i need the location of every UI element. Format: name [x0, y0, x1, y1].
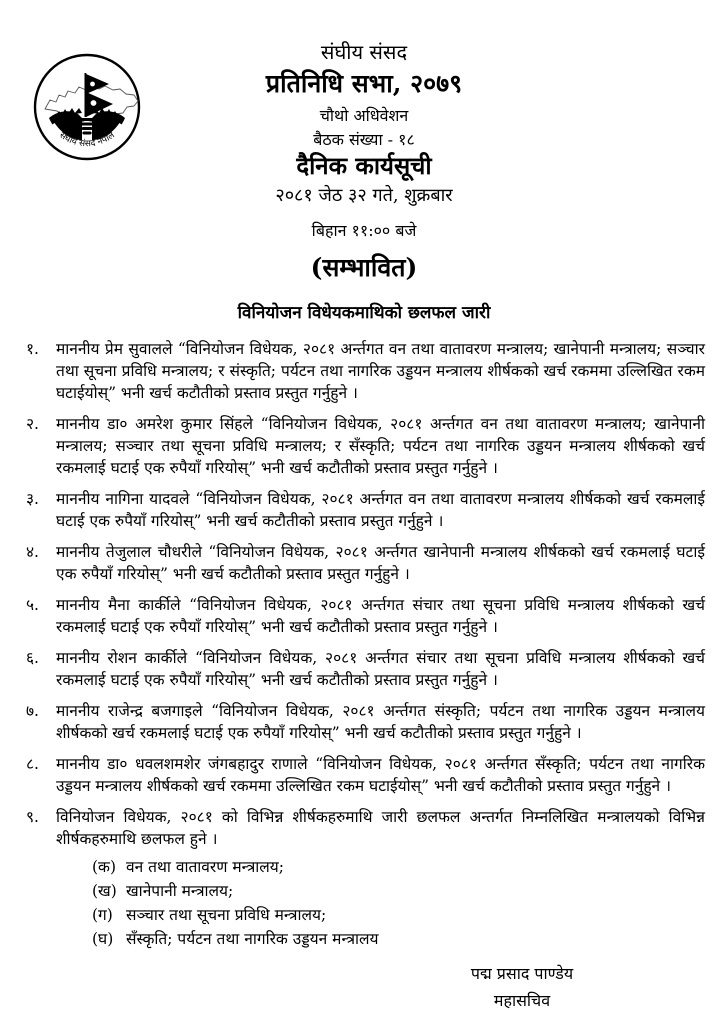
sub-item-label: (क) — [92, 858, 116, 876]
item-number: ८. — [26, 755, 39, 773]
session-line: चौथो अधिवेशन — [319, 106, 409, 125]
section-heading: विनियोजन विधेयकमाथिको छलफल जारी — [237, 303, 491, 323]
item-number: ९. — [26, 808, 39, 826]
item-text: माननीय प्रेम सुवालले “विनियोजन विधेयक, २०८१ अर्न्तगत वन तथा वातावरण मन्त्रालय; खानेपानी मन्त्रालय; सञ्चार तथा सूचना प्रविधि मन्त्रालय; र संस्कृति; पर्यटन तथा नागरिक उड्डयन मन्त्रालय शीर्षकको खर्च रकममा उल्लिखित रकम घटाईयोस्” भनी खर्च कटौतीको प्रस्ताव प्रस्तुत गर्नुहुने । — [56, 340, 705, 402]
item-text: माननीय नागिना यादवले “विनियोजन विधेयक, २०८१ अर्न्तगत वन तथा वातावरण मन्त्रालय शीर्षकको खर्च रकमलाई घटाई एक रुपैयाँ गरियोस्” भनी खर्च कटौतीको प्रस्ताव प्रस्तुत गर्नुहुने । — [56, 490, 705, 530]
agenda-item-6 — [26, 647, 705, 691]
item-number: ७. — [26, 702, 39, 720]
item-number: २. — [26, 415, 39, 433]
item-number: ५. — [26, 596, 39, 614]
item-text: माननीय रोशन कार्कीले “विनियोजन विधेयक, २०८१ अर्न्तगत संचार तथा सूचना प्रविधि मन्त्रालय शीर्षकको खर्च रकमलाई घटाई एक रुपैयाँ गरियोस्” भनी खर्च कटौतीको प्रस्ताव प्रस्तुत गर्नुहुने । — [56, 649, 705, 689]
agenda-item-3 — [26, 488, 705, 532]
agenda-list — [26, 338, 705, 951]
signature-block — [402, 960, 642, 1010]
sub-item-text: सञ्चार तथा सूचना प्रविधि मन्त्रालय; — [126, 906, 327, 924]
item-number: ३. — [26, 490, 39, 508]
sub-item-ka — [92, 855, 705, 879]
item-text: माननीय तेजुलाल चौधरीले “विनियोजन विधेयक, २०८१ अर्न्तगत खानेपानी मन्त्रालय शीर्षकको खर्च रकमलाई घटाई एक रुपैयाँ गरियोस्” भनी खर्च कटौतीको प्रस्ताव प्रस्तुत गर्नुहुने । — [56, 543, 705, 583]
item-text: माननीय डा० अमरेश कुमार सिंहले “विनियोजन विधेयक, २०८१ अर्न्तगत वन तथा वातावरण मन्त्रालय; खानेपानी मन्त्रालय; सञ्चार तथा सूचना प्रविधि मन्त्रालय; र सँस्कृति; पर्यटन तथा नागरिक उड्डयन मन्त्रालय शीर्षकको खर्च रकमलाई घटाई एक रुपैयाँ गरियोस्” भनी खर्च कटौतीको प्रस्ताव प्रस्तुत गर्नुहुने । — [56, 415, 705, 477]
agenda-item-8 — [26, 753, 705, 797]
sub-item-gha — [92, 927, 705, 951]
sub-item-text: सँस्कृति; पर्यटन तथा नागरिक उड्डयन मन्त्रालय — [126, 930, 379, 948]
item-text: विनियोजन विधेयक, २०८१ को विभिन्न शीर्षकहरुमाथि जारी छलफल अन्तर्गत निम्नलिखित मन्त्रालयको विभिन्न शीर्षकहरुमाथि छलफल हुने । — [56, 808, 705, 848]
agenda-item-9 — [26, 806, 705, 951]
item-number: १. — [26, 340, 39, 358]
sub-item-label: (ग) — [92, 906, 113, 924]
item-text: माननीय मैना कार्कीले “विनियोजन विधेयक, २०८१ अर्न्तगत संचार तथा सूचना प्रविधि मन्त्रालय शीर्षकको खर्च रकमलाई घटाई एक रुपैयाँ गरियोस्” भनी खर्च कटौतीको प्रस्ताव प्रस्तुत गर्नुहुने । — [56, 596, 705, 636]
item-number: ६. — [26, 649, 39, 667]
tentative-label: (सम्भावित) — [310, 253, 418, 282]
item-text: माननीय राजेन्द्र बजगाइले “विनियोजन विधेयक, २०८१ अर्न्तगत संस्कृति; पर्यटन तथा नागरिक उड्डयन मन्त्रालय शीर्षकको खर्च रकमलाई घटाई एक रुपैयाँ गरियोस्” भनी खर्च कटौतीको प्रस्ताव प्रस्तुत गर्नुहुने । — [56, 702, 705, 742]
item-text: माननीय डा० धवलशमशेर जंगबहादुर राणाले “विनियोजन विधेयक, २०८१ अर्न्तगत सँस्कृति; पर्यटन तथा नागरिक उड्डयन मन्त्रालय शीर्षकको खर्च रकममा उल्लिखित रकम घटाईयोस्” भनी खर्च कटौतीको प्रस्ताव प्रस्तुत गर्नुहुने । — [56, 755, 705, 795]
ministry-sub-list — [92, 855, 705, 951]
house-title: प्रतिनिधि सभा, २०७९ — [265, 69, 463, 98]
agenda-item-1 — [26, 338, 705, 404]
sub-item-text: खानेपानी मन्त्रालय; — [126, 882, 234, 900]
sub-item-kha — [92, 879, 705, 903]
agenda-item-7 — [26, 700, 705, 744]
sub-item-label: (ख) — [92, 882, 117, 900]
signatory-name: पद्म प्रसाद पाण्डेय — [470, 964, 574, 983]
signatory-title: महासचिव — [493, 991, 551, 1010]
sub-item-label: (घ) — [92, 930, 114, 948]
meeting-number-line: बैठक संख्या - १८ — [313, 130, 415, 149]
parliament-seal-logo — [32, 52, 142, 162]
time-line: बिहान ११:०० बजे — [311, 221, 417, 240]
sub-item-text: वन तथा वातावरण मन्त्रालय; — [126, 858, 285, 876]
parliament-seal-graphic — [32, 52, 142, 162]
date-line: २०८१ जेठ ३२ गते, शुक्रबार — [275, 185, 453, 206]
document-title: दैनिक कार्यसूची — [296, 151, 432, 180]
sub-item-ga — [92, 903, 705, 927]
org-name: संघीय संसद — [320, 40, 408, 64]
seal-caption: संघीय संसद नेपाल — [57, 130, 117, 150]
agenda-item-2 — [26, 413, 705, 479]
item-number: ४. — [26, 543, 39, 561]
agenda-item-5 — [26, 594, 705, 638]
agenda-item-4 — [26, 541, 705, 585]
